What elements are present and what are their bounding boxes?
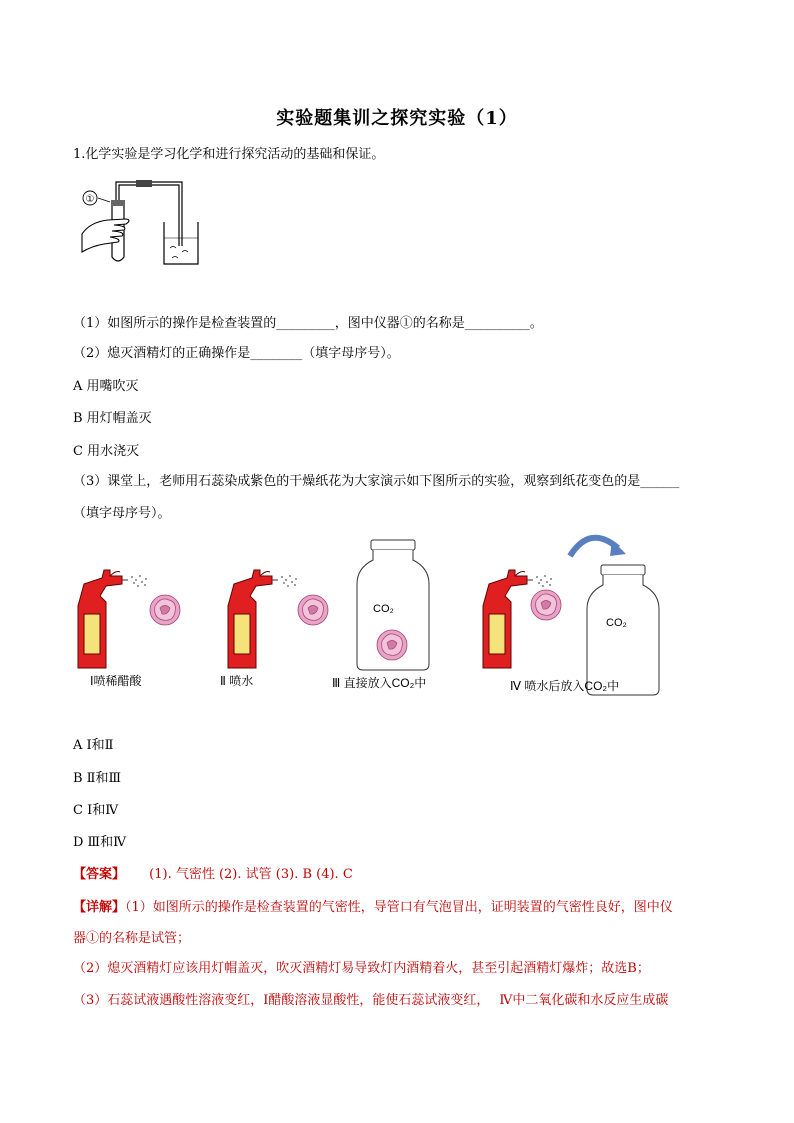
detail-text-4b: Ⅳ中二氧化碳和水反应生成碳: [499, 993, 669, 1008]
answer-label: 【答案】: [73, 867, 126, 882]
option-b: B 用灯帽盖灭: [73, 411, 152, 426]
sub-question-3-line2: （填字母序号）。: [73, 506, 171, 521]
litmus-flower-experiment-figure: [70, 530, 690, 700]
option2-b: B Ⅱ和Ⅲ: [73, 771, 122, 786]
jar-label-co2: CO₂: [373, 603, 394, 615]
caption-3: Ⅲ 直接放入CO₂中: [332, 676, 427, 690]
airtightness-apparatus-figure: [78, 172, 208, 272]
experiment-4-spray-then-co2: [483, 538, 659, 695]
answer-line: [73, 866, 353, 884]
option2-d: D Ⅲ和Ⅳ: [73, 835, 127, 850]
answer-text: (1). 气密性 (2). 试管 (3). B (4). C: [149, 867, 353, 882]
sub-question-2: （2）熄灭酒精灯的正确操作是________（填字母序号）。: [73, 346, 400, 361]
option2-a: A Ⅰ和Ⅱ: [73, 738, 114, 753]
sub-question-3-line1: （3）课堂上，老师用石蕊染成紫色的干燥纸花为大家演示如下图所示的实验，观察到纸花变色的是______: [73, 474, 680, 489]
delivery-tube: [116, 182, 182, 246]
beaker: [164, 222, 198, 264]
caption-4: Ⅳ 喷水后放入CO₂中: [510, 679, 620, 693]
detail-line-4: [73, 992, 668, 1010]
experiment-1-spray-acid: [78, 570, 180, 668]
label-1: ①: [85, 194, 95, 205]
experiment-3-direct-co2: [357, 540, 429, 670]
detail-label: 【详解】: [73, 900, 126, 915]
jar-label-co2-4: CO₂: [606, 617, 627, 629]
page-title: 实验题集训之探究实验（1）: [276, 108, 518, 129]
question-intro: 1.化学实验是学习化学和进行探究活动的基础和保证。: [73, 147, 385, 162]
option-c: C 用水浇灭: [73, 444, 140, 459]
detail-line-2: 器①的名称是试管；: [73, 931, 191, 946]
caption-1: Ⅰ喷稀醋酸: [90, 674, 142, 688]
rubber-connector: [136, 180, 152, 187]
detail-line-3: （2）熄灭酒精灯应该用灯帽盖灭，吹灭酒精灯易导致灯内酒精着火，甚至引起酒精灯爆炸；故选B；: [73, 961, 650, 976]
option-a: A 用嘴吹灭: [73, 379, 139, 394]
sub-question-1: （1）如图所示的操作是检查装置的_________，图中仪器①的名称是__________。: [73, 316, 543, 331]
detail-text-1: （1）如图所示的操作是检查装置的气密性，导管口有气泡冒出，证明装置的气密性良好，图中仪: [125, 900, 673, 915]
caption-2: Ⅱ 喷水: [220, 674, 254, 688]
detail-line-1: [73, 899, 673, 917]
detail-text-4a: （3）石蕊试液遇酸性溶液变红，Ⅰ醋酸溶液显酸性，能使石蕊试液变红，: [73, 993, 490, 1008]
option2-c: C Ⅰ和Ⅳ: [73, 803, 119, 818]
hand-icon: [82, 219, 129, 252]
experiment-2-spray-water: [228, 570, 328, 668]
